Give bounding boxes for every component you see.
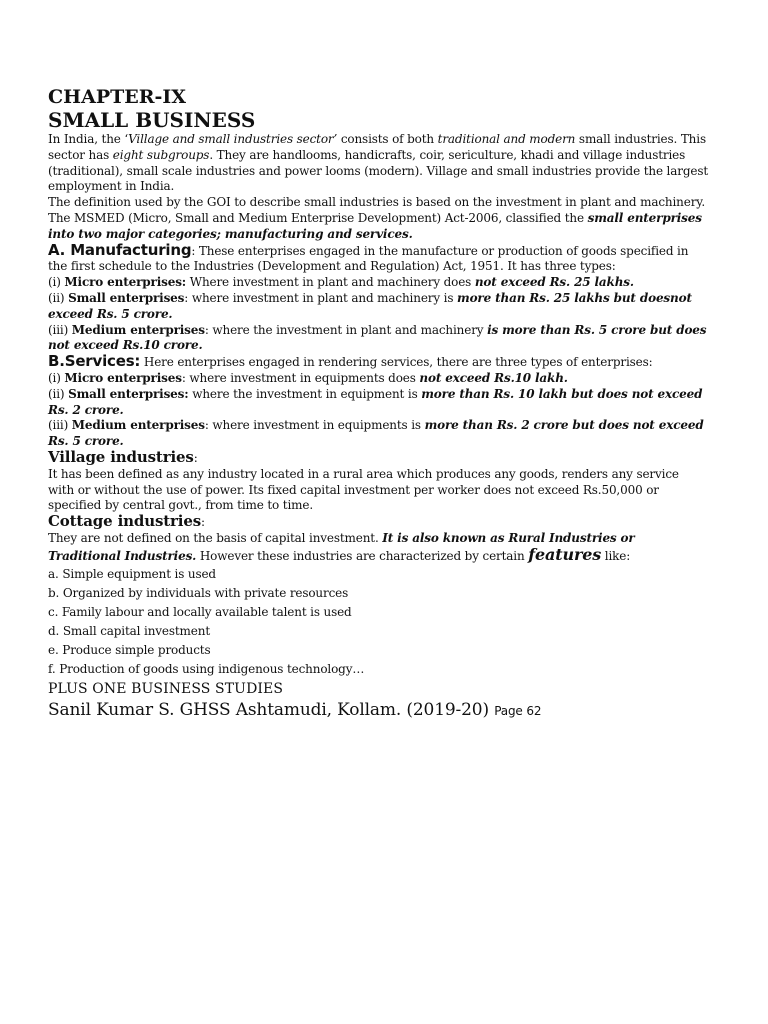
services-heading: B.Services: (48, 352, 141, 371)
text-run: Small enterprises (68, 290, 185, 305)
text-run: more than Rs. 2 crore but does not exceed Rs. 5 crore. (48, 418, 704, 449)
text-run: : These enterprises engaged in the manufacture or production of goods specified in the first schedule to the Industries (Development and Regulation) Act, 1951. It has three types: (48, 243, 689, 274)
text-run: : (193, 450, 198, 465)
text-run: traditional and modern (437, 132, 576, 146)
text-run: (iii) (48, 322, 72, 337)
cottage-heading: Cottage industries (48, 512, 202, 531)
text-run: (i) (48, 370, 65, 385)
text-run: Micro enterprises (64, 370, 182, 385)
page-title: SMALL BUSINESS (48, 108, 256, 132)
text-run: : (201, 515, 205, 530)
footer-author-text: Sanil Kumar S. GHSS Ashtamudi, Kollam. (2019-20) (48, 699, 489, 720)
cottage-text (48, 531, 708, 565)
village-heading: Village industries (48, 447, 194, 466)
document-page (48, 86, 708, 723)
text-run: : where investment in equipments does (181, 370, 420, 385)
text-run: They are not defined on the basis of capital investment. (48, 530, 383, 545)
cottage-features-list (48, 565, 708, 679)
text-run: is more than Rs. 5 crore but does not exceed Rs.10 crore. (48, 322, 707, 353)
text-run: where the investment in equipment is (188, 386, 422, 401)
text-run: eight subgroups (112, 147, 210, 162)
text-run: . They are handlooms, handicrafts, coir, sericulture, khadi and village industries (traditional), small scale industries and power looms (modern). Village and small industries provide the largest employment in India. (48, 147, 708, 194)
text-run: (iii) (48, 418, 72, 433)
text-run: However these industries are characterized by certain (196, 548, 529, 563)
list-item: e. Produce simple products (48, 642, 211, 657)
services-medium (48, 418, 708, 450)
text-run: The definition used by the GOI to describe small industries is based on the investment in plant and machinery. The MSMED (Micro, Small and Medium Enterprise Development) Act-2006, classified the (48, 195, 705, 225)
features-word: features (528, 544, 602, 564)
text-run: like: (601, 548, 631, 563)
list-item: a. Simple equipment is used (48, 566, 216, 581)
text-run: (i) (48, 275, 65, 290)
intro-paragraph-1 (48, 132, 708, 195)
services-small (48, 387, 708, 419)
footer-author (48, 698, 708, 723)
text-run: : where the investment in plant and machinery (204, 322, 488, 337)
services-micro (48, 371, 708, 387)
text-run: more than Rs. 25 lakhs but doesnot exceed Rs. 5 crore. (48, 290, 692, 321)
text-run: It is also known as Rural Industries or Traditional Industries. (48, 530, 635, 563)
text-run: consists of both (337, 132, 438, 146)
manufacturing-small (48, 291, 708, 323)
text-run: Where investment in plant and machinery does (186, 275, 475, 290)
text-run: (ii) (48, 386, 69, 401)
intro-paragraph-2 (48, 195, 708, 242)
chapter-label: CHAPTER-IX (48, 86, 187, 108)
text-run: (ii) (48, 290, 69, 305)
text-run: Medium enterprises (71, 418, 205, 433)
text-run: not exceed Rs. 25 lakhs. (474, 275, 634, 290)
text-run: not exceed Rs.10 lakh. (419, 370, 568, 385)
text-run: small enterprises into two major categories; manufacturing and services. (48, 210, 702, 241)
text-run: Village and small industries sector’ (128, 132, 338, 146)
village-text: It has been defined as any industry located in a rural area which produces any goods, renders any service with or without the use of power. Its fixed capital investment per worker does not exceed Rs.50,000 or specified by central govt., from time to time. (48, 466, 679, 513)
text-run: Medium enterprises (71, 322, 205, 337)
cottage-heading-line (48, 514, 708, 531)
page-number: Page 62 (494, 703, 542, 718)
text-run: : where investment in plant and machinery is (184, 290, 458, 305)
text-run: : where investment in equipments is (204, 418, 425, 433)
manufacturing-micro (48, 275, 708, 291)
text-run: In India, the ‘ (48, 132, 129, 146)
services-paragraph (48, 354, 708, 371)
list-item: b. Organized by individuals with private resources (48, 585, 349, 600)
text-run: more than Rs. 10 lakh but does not exceed Rs. 2 crore. (48, 386, 703, 417)
text-run: Micro enterprises: (64, 275, 187, 290)
text-run: small industries. This sector has (48, 132, 706, 162)
text-run: Here enterprises engaged in rendering services, there are three types of enterprises: (140, 355, 653, 370)
list-item: d. Small capital investment (48, 623, 210, 638)
list-item: c. Family labour and locally available talent is used (48, 604, 352, 619)
text-run: Small enterprises: (68, 386, 189, 401)
village-heading-line (48, 447, 708, 467)
manufacturing-medium (48, 323, 708, 355)
list-item: f. Production of goods using indigenous technology… (48, 661, 365, 676)
manufacturing-heading: A. Manufacturing (48, 240, 192, 259)
manufacturing-paragraph (48, 240, 708, 276)
footer-course: PLUS ONE BUSINESS STUDIES (48, 680, 284, 697)
